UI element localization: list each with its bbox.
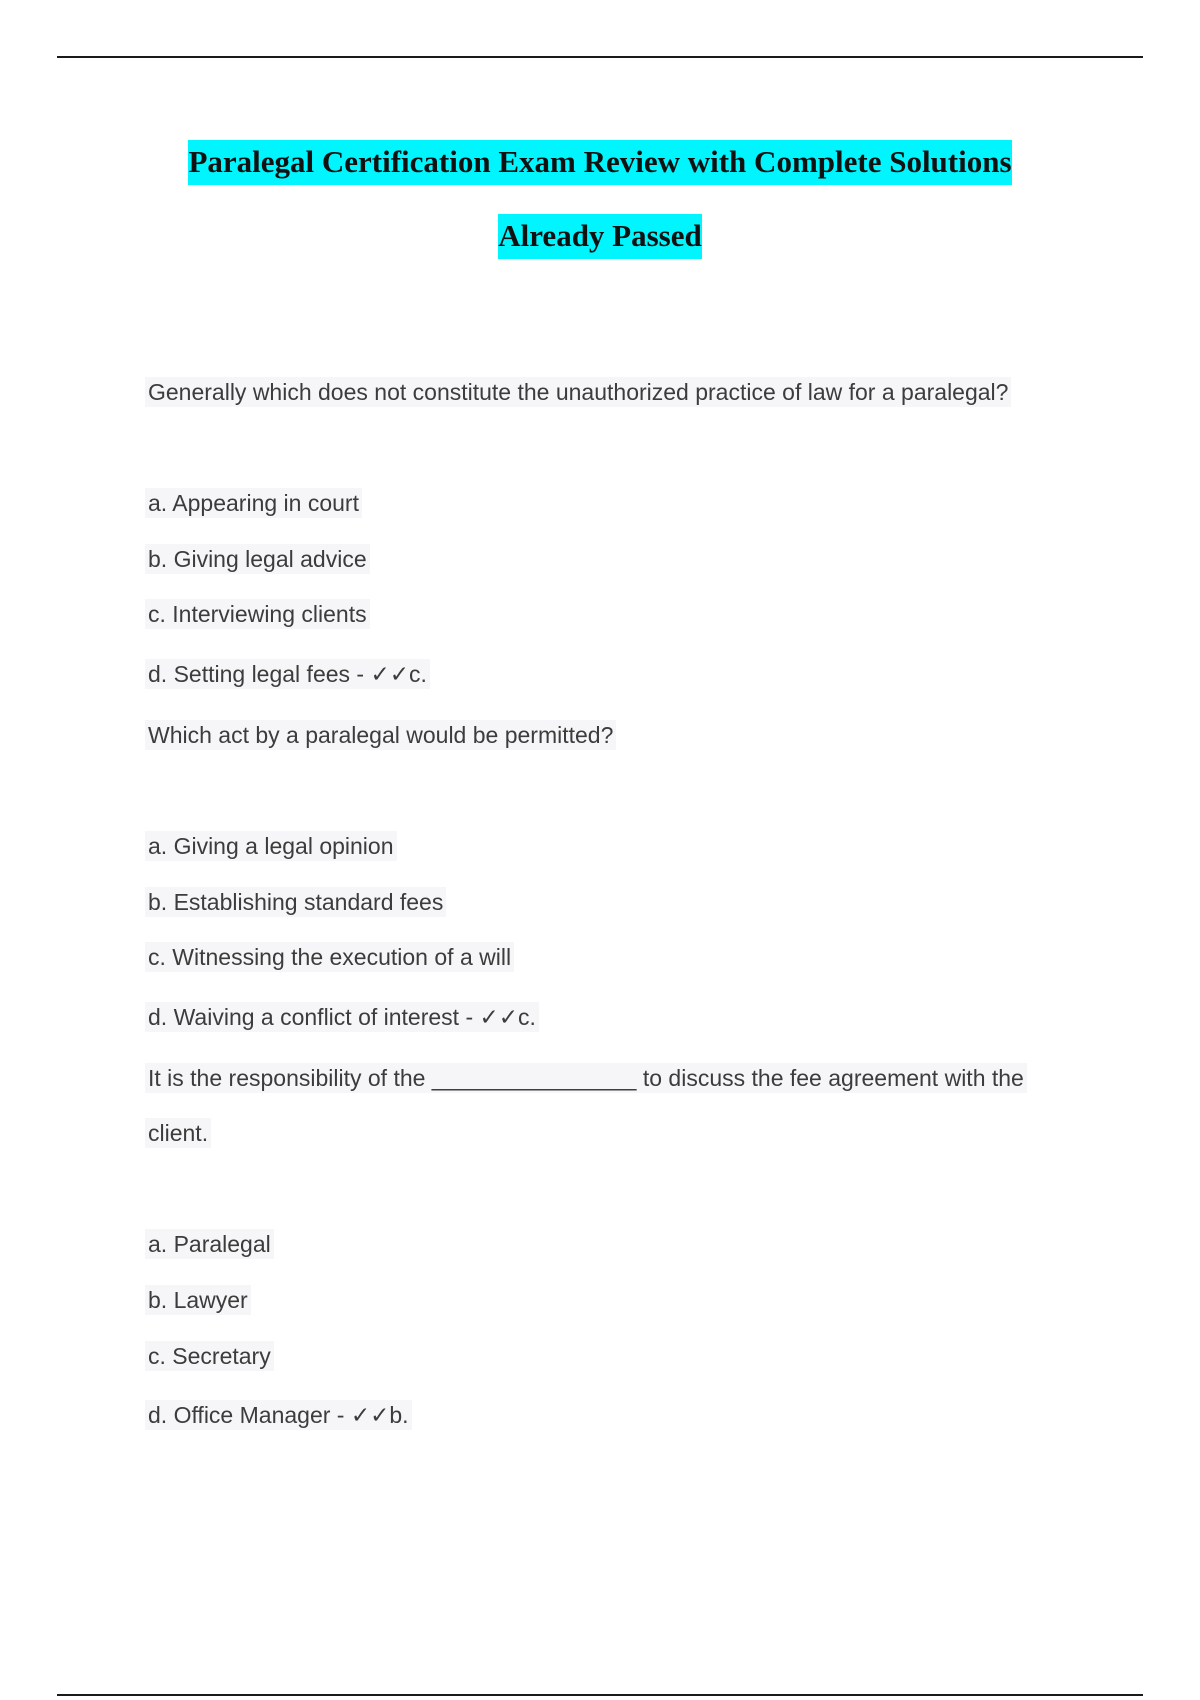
question-3-option-c: c. Secretary xyxy=(145,1341,274,1371)
bottom-rule xyxy=(57,1694,1143,1696)
question-2-option-c: c. Witnessing the execution of a will xyxy=(145,942,514,972)
question-3-option-b: b. Lawyer xyxy=(145,1285,251,1315)
question-2-option-a: a. Giving a legal opinion xyxy=(145,831,397,861)
question-3-option-a: a. Paralegal xyxy=(145,1229,274,1259)
document-title-line-2 xyxy=(0,218,1200,254)
title-highlight-1: Paralegal Certification Exam Review with Complete Solutions xyxy=(188,140,1011,185)
question-1-option-b: b. Giving legal advice xyxy=(145,544,370,574)
question-3-prompt-line-2: client. xyxy=(145,1118,211,1148)
title-highlight-2: Already Passed xyxy=(498,214,702,259)
question-2-option-b: b. Establishing standard fees xyxy=(145,887,446,917)
question-2-prompt: Which act by a paralegal would be permitted? xyxy=(145,720,616,750)
question-1-option-d-answer: d. Setting legal fees - ✓✓c. xyxy=(145,659,430,689)
question-2-option-d-answer: d. Waiving a conflict of interest - ✓✓c. xyxy=(145,1002,539,1032)
document-title-line-1 xyxy=(0,144,1200,180)
question-3-option-d-answer: d. Office Manager - ✓✓b. xyxy=(145,1400,412,1430)
top-rule xyxy=(57,56,1143,58)
question-1-option-c: c. Interviewing clients xyxy=(145,599,370,629)
question-1-option-a: a. Appearing in court xyxy=(145,488,362,518)
question-3-prompt-line-1: It is the responsibility of the ________________ to discuss the fee agreement with the xyxy=(145,1063,1027,1093)
question-1-prompt: Generally which does not constitute the unauthorized practice of law for a paralegal? xyxy=(145,377,1011,407)
